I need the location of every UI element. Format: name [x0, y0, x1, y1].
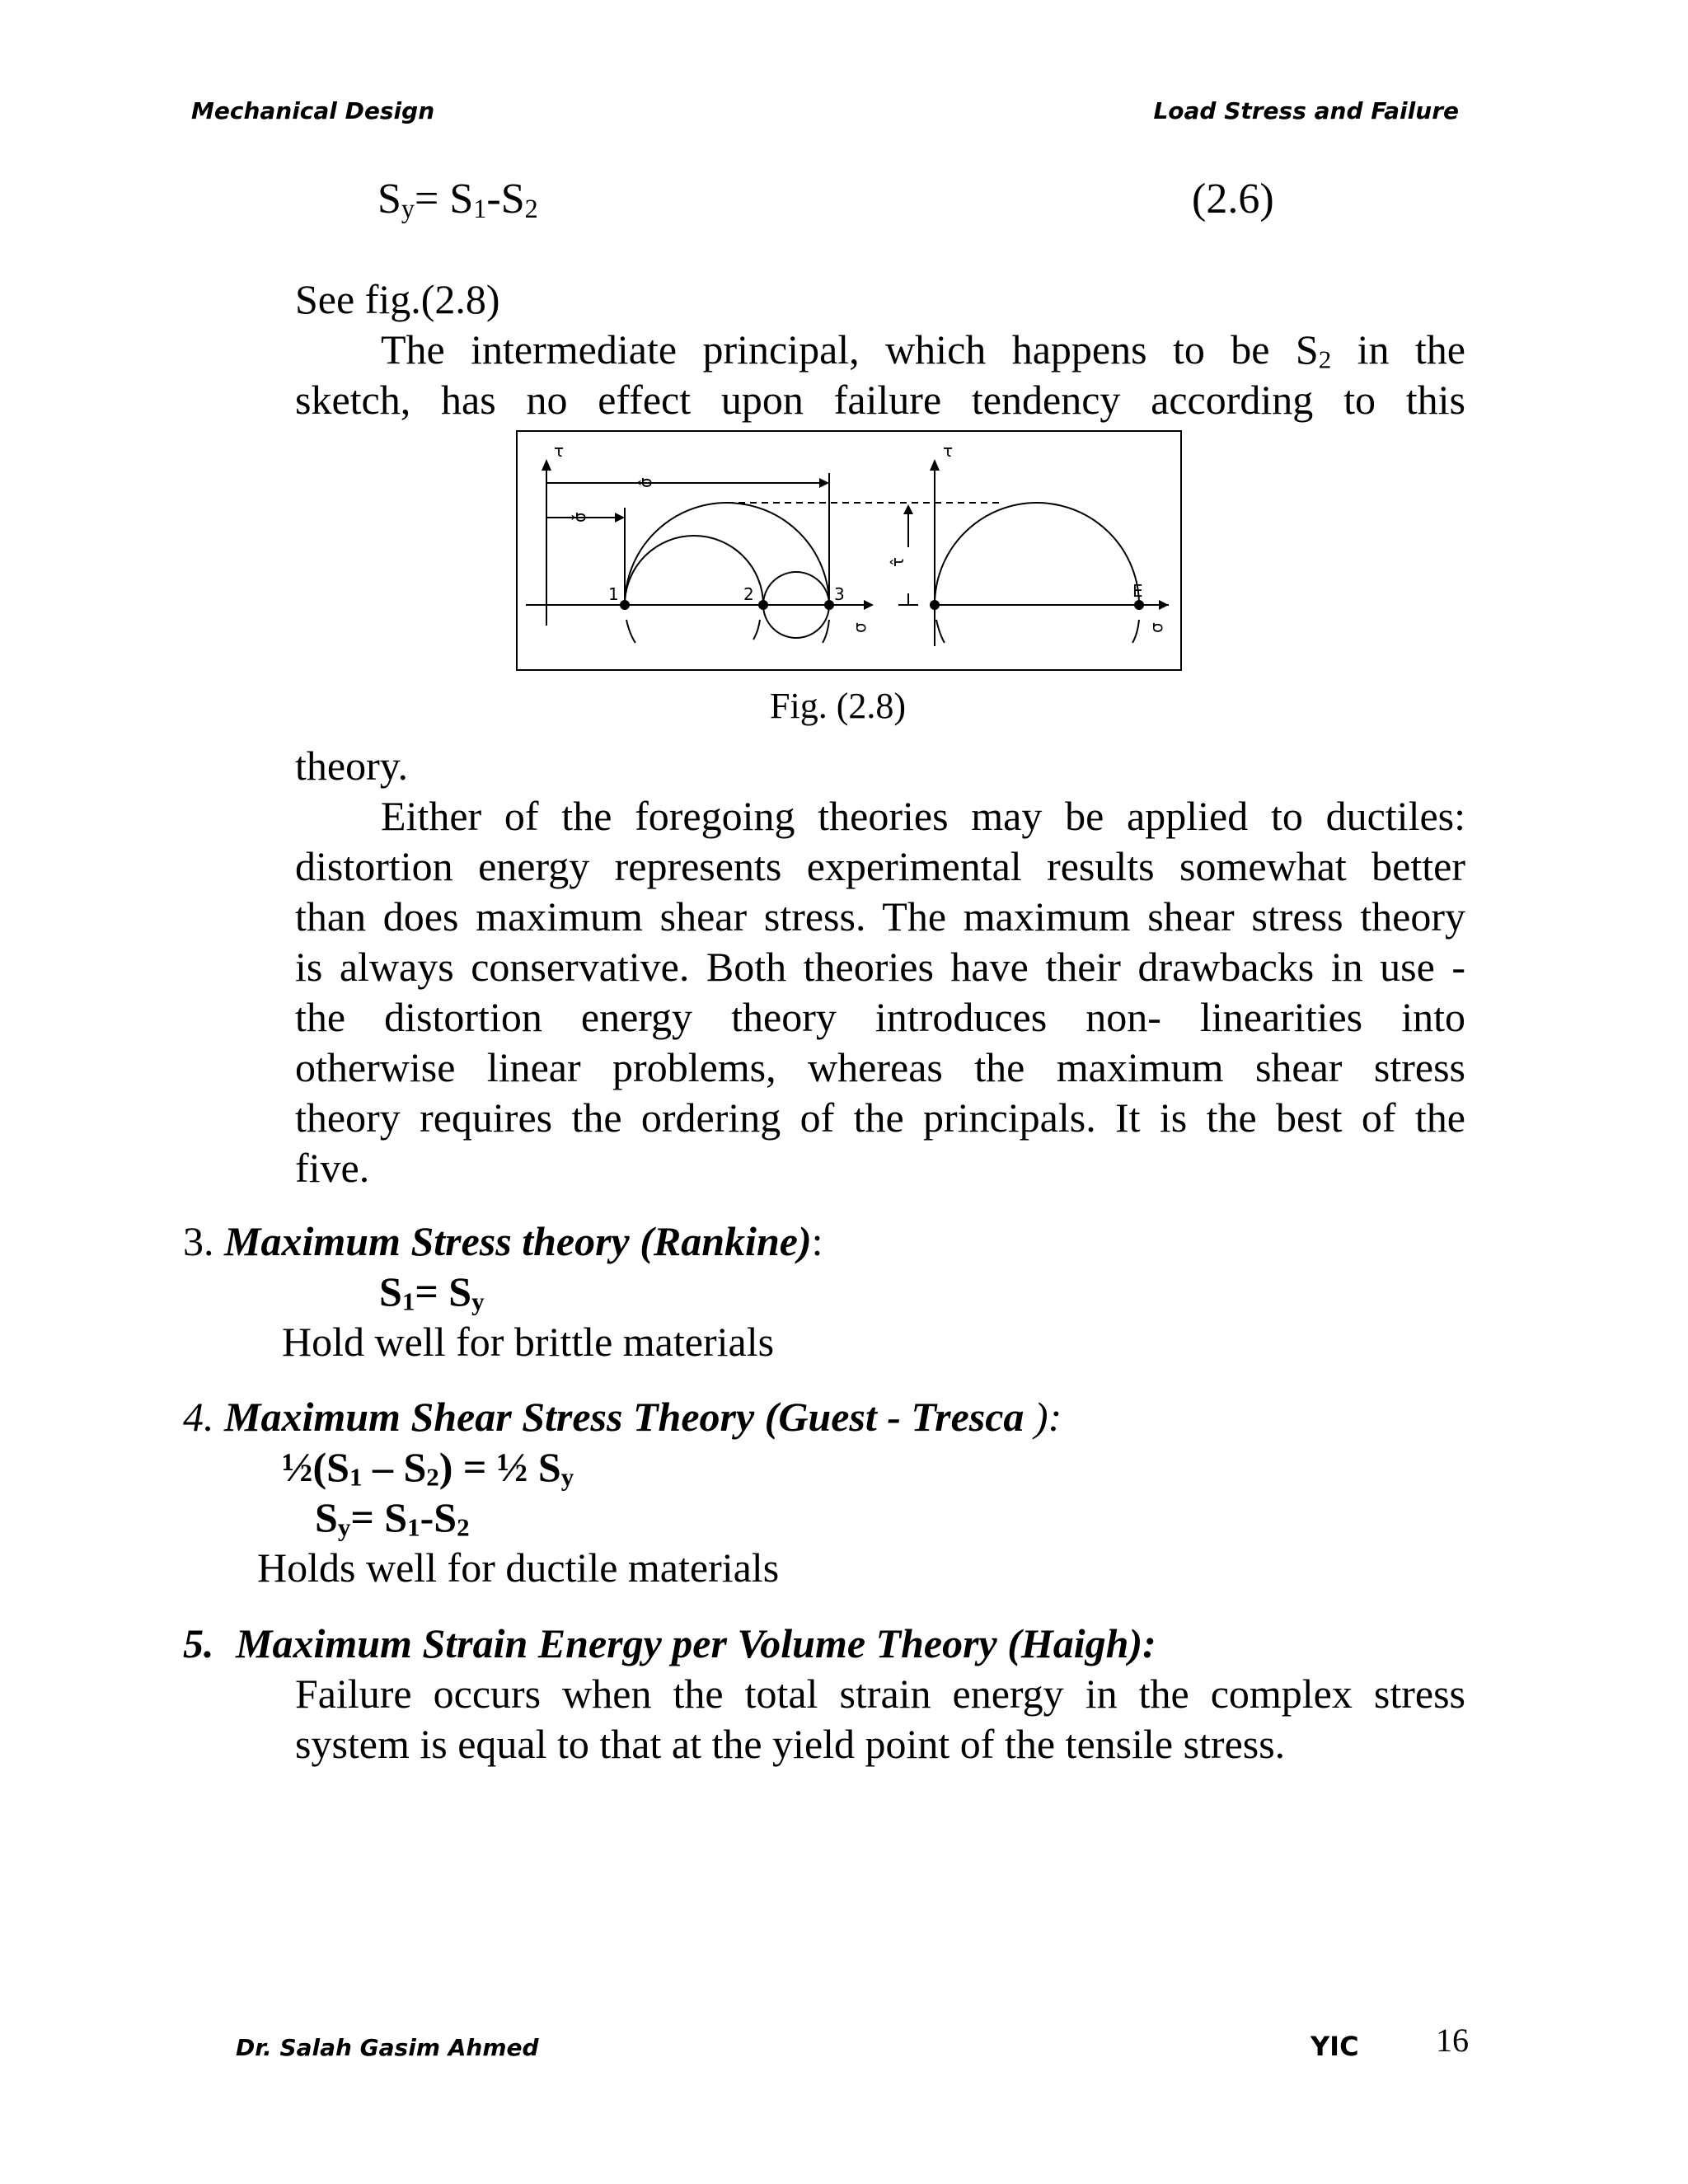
circle-tail [753, 620, 760, 640]
paragraph-line: is always conservative. Both theories have their drawbacks in use - [295, 944, 1465, 990]
page-number: 16 [1436, 2022, 1469, 2059]
section-colon: ): [1024, 1394, 1062, 1440]
paragraph-line: sketch, has no effect upon failure tendency according to this [295, 377, 1465, 423]
footer-author: Dr. Salah Gasim Ahmed [236, 2034, 539, 2061]
sigma-check-label: σ̌ [570, 512, 589, 523]
principal-point-2 [758, 600, 768, 610]
paragraph-line: Either of the foregoing theories may be applied to ductiles: [381, 793, 1465, 839]
paragraph-line [381, 325, 1465, 375]
section-number: 3. [183, 1218, 214, 1264]
circle-tail [626, 620, 635, 643]
principal-point-1 [620, 600, 630, 610]
tau-label: τ [554, 441, 565, 461]
axis-arrow [930, 459, 940, 471]
mohr-circle-medium [625, 536, 763, 605]
eq-subscript: 1 [349, 1462, 363, 1492]
paragraph-line: the distortion energy theory introduces non- linearities into [295, 994, 1465, 1040]
eq-subscript: 2 [426, 1462, 439, 1492]
subscript: 2 [1318, 344, 1332, 374]
tresca-equation-1 [282, 1442, 574, 1493]
equation-sy-top [377, 175, 538, 223]
point-label-e: E [1132, 581, 1143, 601]
axis-arrow [1159, 600, 1169, 610]
eq-symbol: ½(S [282, 1444, 349, 1490]
section-colon: : [811, 1218, 823, 1264]
principal-point-3 [824, 600, 834, 610]
arrow-head [903, 504, 913, 514]
see-figure-line: See fig.(2.8) [295, 276, 500, 322]
eq-subscript: y [471, 1286, 485, 1316]
section-title: Maximum Strain Energy per Volume Theory (Haigh): [236, 1620, 1156, 1666]
eq-subscript: y [560, 1462, 574, 1492]
eq-symbol: ) = ½ S [438, 1444, 561, 1490]
text-run: The intermediate principal, which happens to be S [381, 326, 1319, 373]
mohr-circle-figure [516, 430, 1182, 671]
sigma-hat-label: σ̂ [635, 477, 655, 488]
mohr-circle-large [625, 503, 829, 605]
section-5-heading [183, 1619, 1156, 1669]
section-number: 5. [183, 1620, 214, 1666]
eq-subscript: 1 [407, 1512, 420, 1542]
section-number: 4. [183, 1394, 214, 1440]
eq-symbol: S [377, 176, 401, 223]
tau-label: τ [943, 441, 954, 461]
eq-subscript: y [401, 193, 415, 223]
tresca-note: Holds well for ductile materials [257, 1544, 780, 1591]
section-4-heading [183, 1392, 1062, 1442]
eq-subscript: 1 [473, 193, 487, 223]
mohr-circle-diagram [518, 432, 1180, 669]
eq-symbol: – S [362, 1444, 427, 1490]
point-label-1: 1 [608, 584, 619, 604]
paragraph-line: otherwise linear problems, whereas the maximum shear stress [295, 1044, 1465, 1090]
sigma-label: σ [1146, 622, 1166, 633]
eq-symbol: S [379, 1268, 402, 1315]
point-label-2: 2 [743, 584, 754, 604]
sigma-label: σ [850, 622, 870, 633]
eq-symbol: S [315, 1494, 338, 1540]
eq-symbol: -S [486, 176, 525, 223]
mohr-circle-distortion [935, 503, 1139, 605]
text-run: in the [1331, 326, 1465, 373]
paragraph-line: than does maximum shear stress. The maximum shear stress theory [295, 893, 1465, 940]
section-3-heading [183, 1216, 823, 1267]
tresca-equation-2 [315, 1493, 470, 1543]
eq-symbol: = S [415, 1268, 472, 1315]
eq-symbol: -S [420, 1494, 457, 1540]
arrow-head [615, 513, 625, 523]
rankine-note: Hold well for brittle materials [282, 1319, 775, 1365]
eq-subscript: 2 [524, 193, 538, 223]
rankine-equation [379, 1267, 485, 1317]
origin-point [930, 600, 940, 610]
eq-subscript: 2 [457, 1512, 470, 1542]
footer-org: YIC [1311, 2031, 1359, 2062]
header-left: Mechanical Design [191, 97, 435, 124]
axis-arrow [864, 600, 874, 610]
paragraph-line: five. [295, 1145, 370, 1191]
circle-tail [1132, 620, 1139, 643]
eq-subscript: y [337, 1512, 351, 1542]
arrow-head [819, 478, 829, 488]
circle-tail [936, 620, 945, 643]
header-right: Load Stress and Failure [1153, 97, 1459, 124]
tau-hat-label: τ̂ [888, 556, 907, 567]
section-title: Maximum Stress theory (Rankine) [224, 1218, 812, 1264]
figure-caption: Fig. (2.8) [770, 686, 906, 726]
paragraph-line: theory requires the ordering of the principals. It is the best of the [295, 1094, 1465, 1141]
paragraph-line: Failure occurs when the total strain energy in the complex stress [295, 1671, 1465, 1717]
point-e [1134, 600, 1144, 610]
axis-arrow [542, 459, 551, 471]
paragraph-line: distortion energy represents experimental results somewhat better [295, 843, 1465, 889]
eq-symbol: = S [415, 176, 474, 223]
equation-number: (2.6) [1192, 176, 1274, 223]
eq-symbol: = S [350, 1494, 408, 1540]
paragraph-line: theory. [295, 743, 408, 789]
paragraph-line: system is equal to that at the yield point of the tensile stress. [295, 1721, 1286, 1767]
section-title: Maximum Shear Stress Theory (Guest - Tresca [224, 1394, 1025, 1440]
eq-subscript: 1 [401, 1286, 415, 1316]
point-label-3: 3 [834, 584, 845, 604]
